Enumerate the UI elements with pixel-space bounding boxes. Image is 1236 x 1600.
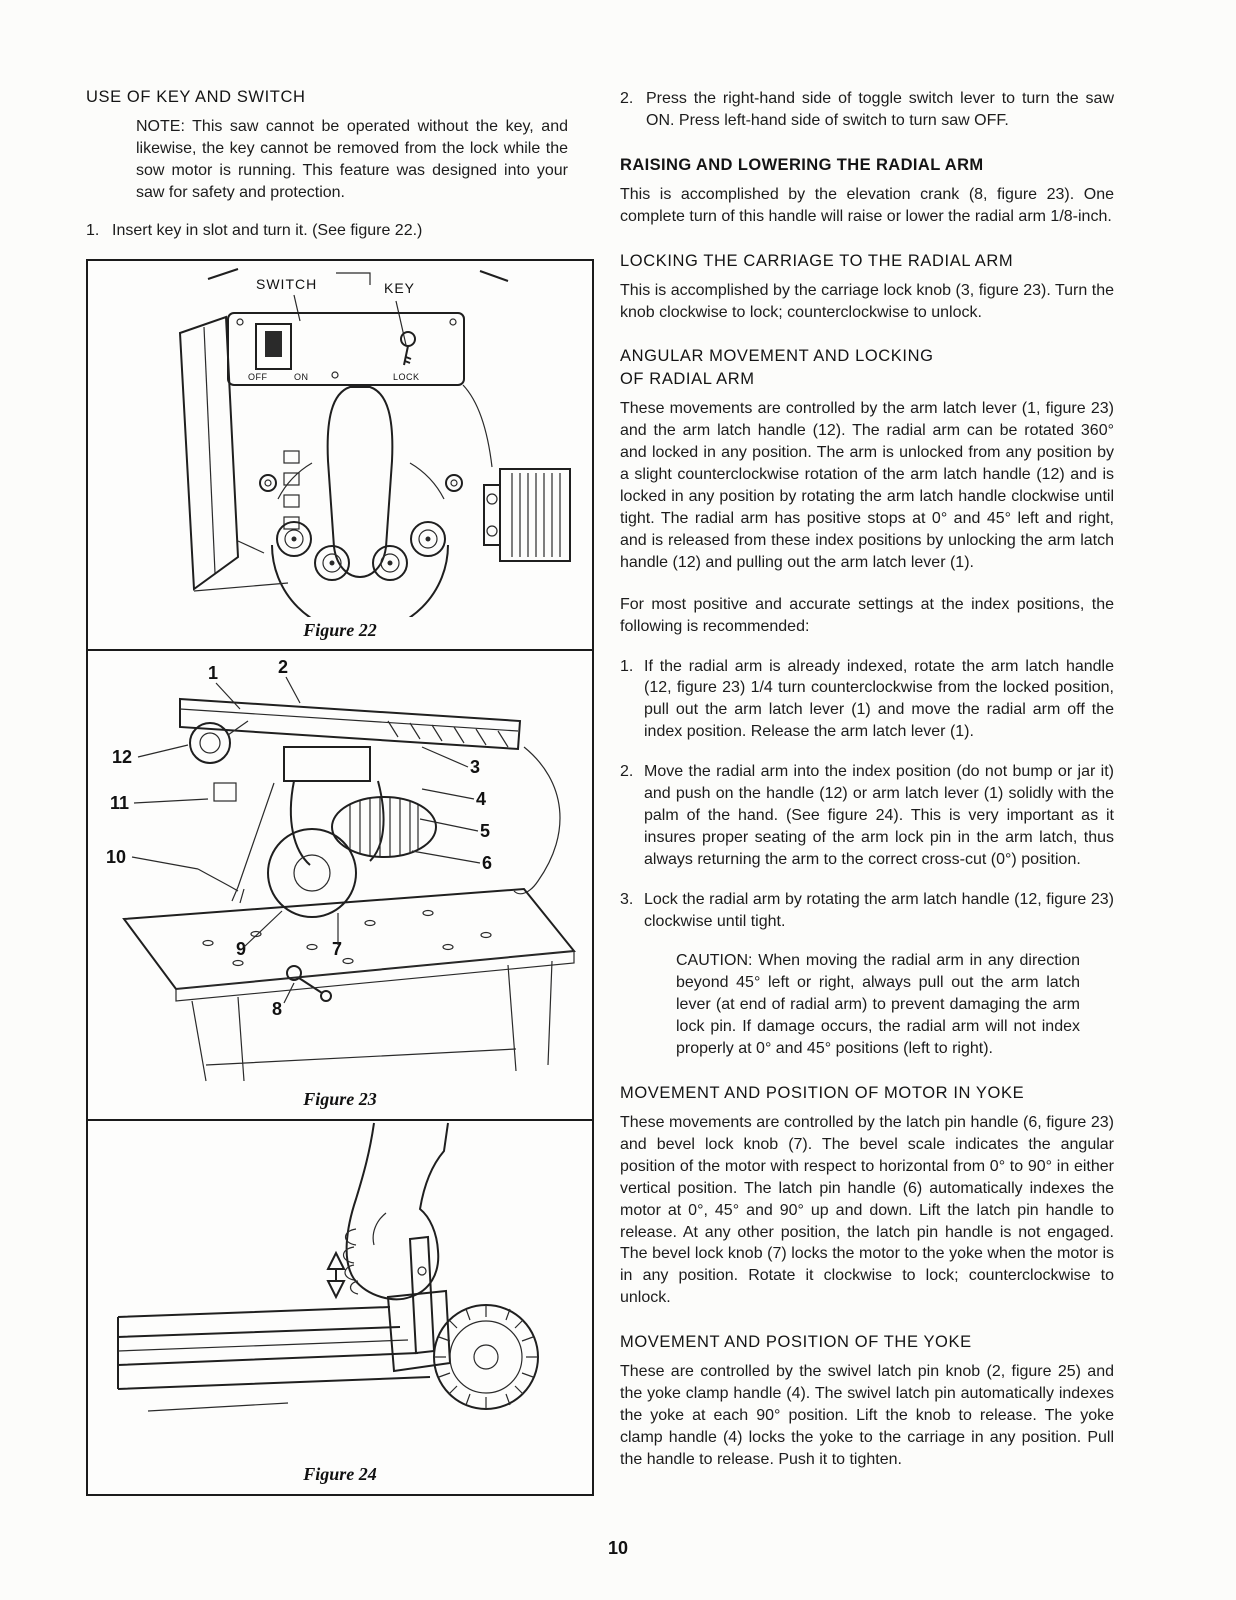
caution-paragraph: CAUTION: When moving the radial arm in any direction beyond 45° left or right, always pull out the arm latch lever (at end of radial arm) to prevent damaging the arm lock pin. If damage occurs, the radial arm will not index properly at 0° and 45° positions (left to right). xyxy=(676,952,1080,1058)
table-holes xyxy=(203,911,491,966)
angular-step-1 xyxy=(620,656,1114,744)
callout-8: 8 xyxy=(272,999,283,1020)
callout-7: 7 xyxy=(332,939,343,960)
figure-stack xyxy=(86,259,594,1496)
callout-6: 6 xyxy=(482,853,493,874)
callout-5: 5 xyxy=(480,821,491,842)
key-label: KEY xyxy=(384,279,416,296)
section-heading-angular-line2: OF RADIAL ARM xyxy=(620,370,755,389)
on-label: ON xyxy=(294,371,309,382)
figure-24 xyxy=(86,1119,594,1496)
callout-12: 12 xyxy=(112,747,133,768)
callout-3: 3 xyxy=(470,757,481,778)
double-arrow-icon xyxy=(328,1253,344,1297)
right-column xyxy=(620,88,1114,1471)
switch-label: SWITCH xyxy=(256,275,318,292)
step-number: 2. xyxy=(620,763,634,781)
lock-label: LOCK xyxy=(393,371,420,382)
section-heading-key-switch: USE OF KEY AND SWITCH xyxy=(86,88,306,106)
figure-22 xyxy=(86,259,594,652)
callout-1: 1 xyxy=(208,663,219,684)
step-number: 3. xyxy=(620,890,634,908)
left-column xyxy=(86,88,594,1496)
latch-plate-holes xyxy=(277,522,445,580)
motor-sketch xyxy=(463,385,570,561)
step-number: 1. xyxy=(86,221,100,239)
angular-intro-paragraph: For most positive and accurate settings at the index positions, the following is recommended: xyxy=(620,595,1114,635)
off-label: OFF xyxy=(248,371,268,382)
figure-23-drawing xyxy=(88,651,591,1086)
angular-step-2 xyxy=(620,761,1114,871)
section-heading-yoke: MOVEMENT AND POSITION OF THE YOKE xyxy=(620,1333,972,1352)
section-heading-angular-line1: ANGULAR MOVEMENT AND LOCKING xyxy=(620,347,934,366)
step-text: Move the radial arm into the index position (do not bump or jar it) and push on the handle (12) or arm latch lever (1) solidly with the palm of the hand. (See figure 24). This is very important as it insures proper seating of the arm lock pin in the arm latch, thus always returning the arm to the correct cross-cut (0°) position. xyxy=(644,763,1114,868)
section-heading-motor-yoke: MOVEMENT AND POSITION OF MOTOR IN YOKE xyxy=(620,1084,1025,1102)
step-number: 1. xyxy=(620,657,634,675)
motor-yoke-paragraph: These movements are controlled by the latch pin handle (6, figure 23) and bevel lock knob (7). The bevel scale indicates the angular position of the motor with respect to horizontal from 0° to 90° in either vertical position. The latch pin handle (6) automatically indexes the motor at 0°, 45° and 90° up and down. Lift the latch pin handle to release. At any other position, the latch pin handle is not engaged. The bevel lock knob (7) locks the motor to the yoke when the motor is in any position. Rotate it clockwise to lock; counterclockwise to unlock. xyxy=(620,1114,1114,1307)
arm-latch-knob xyxy=(434,1305,538,1409)
angular-step-3 xyxy=(620,889,1114,933)
numbered-step-2 xyxy=(620,88,1114,132)
figure-24-drawing xyxy=(88,1121,591,1461)
figure-24-caption: Figure 24 xyxy=(303,1463,377,1484)
section-heading-locking-carriage: LOCKING THE CARRIAGE TO THE RADIAL ARM xyxy=(620,251,1014,270)
figure-22-caption: Figure 22 xyxy=(303,619,377,640)
note-paragraph: NOTE: This saw cannot be operated without the key, and likewise, the key cannot be removed from the lock while the sow motor is running. This feature was designed into your saw for safety and protection. xyxy=(136,118,568,201)
angular-paragraph: These movements are controlled by the arm latch lever (1, figure 23) and the arm latch handle (12). The radial arm can be rotated 360° and locked in any position. The arm is unlocked from any position by a slight counterclockwise rotation of the arm latch handle (12) and is locked in any position by rotating the arm latch handle clockwise until tight. The radial arm has positive stops at 0° and 45° left and right, and is released from these index positions by unlocking the arm latch handle (12) and pulling out the arm latch lever (1). xyxy=(620,400,1114,571)
step-text: If the radial arm is already indexed, rotate the arm latch handle (12, figure 23) 1/4 turn counterclockwise from the locked position, pull out the arm latch lever (1) and move the radial arm off the index position. Release the arm latch lever (1). xyxy=(644,657,1114,741)
yoke-paragraph: These are controlled by the swivel latch pin knob (2, figure 25) and the yoke clamp handle (4). The swivel latch pin automatically indexes the yoke at each 90° position. Lift the knob to release. The yoke clamp handle (4) locks the yoke to the carriage in any position. Pull the handle to release. Push it to tighten. xyxy=(620,1363,1114,1468)
step-text: Insert key in slot and turn it. (See figure 22.) xyxy=(112,221,423,239)
callout-9: 9 xyxy=(236,939,247,960)
section-heading-raising: RAISING AND LOWERING THE RADIAL ARM xyxy=(620,155,984,174)
raising-paragraph: This is accomplished by the elevation crank (8, figure 23). One complete turn of this handle will raise or lower the radial arm 1/8-inch. xyxy=(620,185,1114,225)
hand-sketch xyxy=(344,1123,449,1299)
locking-carriage-paragraph: This is accomplished by the carriage lock knob (3, figure 23). Turn the knob clockwise to lock; counterclockwise to unlock. xyxy=(620,281,1114,321)
figure-23 xyxy=(86,649,594,1121)
callout-leaders xyxy=(132,677,480,1003)
numbered-step-1 xyxy=(86,220,594,242)
callout-11: 11 xyxy=(110,793,130,814)
figure-23-caption: Figure 23 xyxy=(303,1089,377,1110)
step-number: 2. xyxy=(620,90,634,107)
callout-4: 4 xyxy=(476,789,487,810)
callout-2: 2 xyxy=(278,657,289,678)
step-text: Press the right-hand side of toggle switch lever to turn the saw ON. Press left-hand side of switch to turn saw OFF. xyxy=(646,90,1114,129)
step-text: Lock the radial arm by rotating the arm latch handle (12, figure 23) clockwise until tight. xyxy=(644,890,1114,930)
callout-10: 10 xyxy=(106,847,127,868)
figure-22-drawing xyxy=(88,261,591,617)
page-number: 10 xyxy=(607,1538,629,1558)
angular-steps xyxy=(620,656,1114,933)
